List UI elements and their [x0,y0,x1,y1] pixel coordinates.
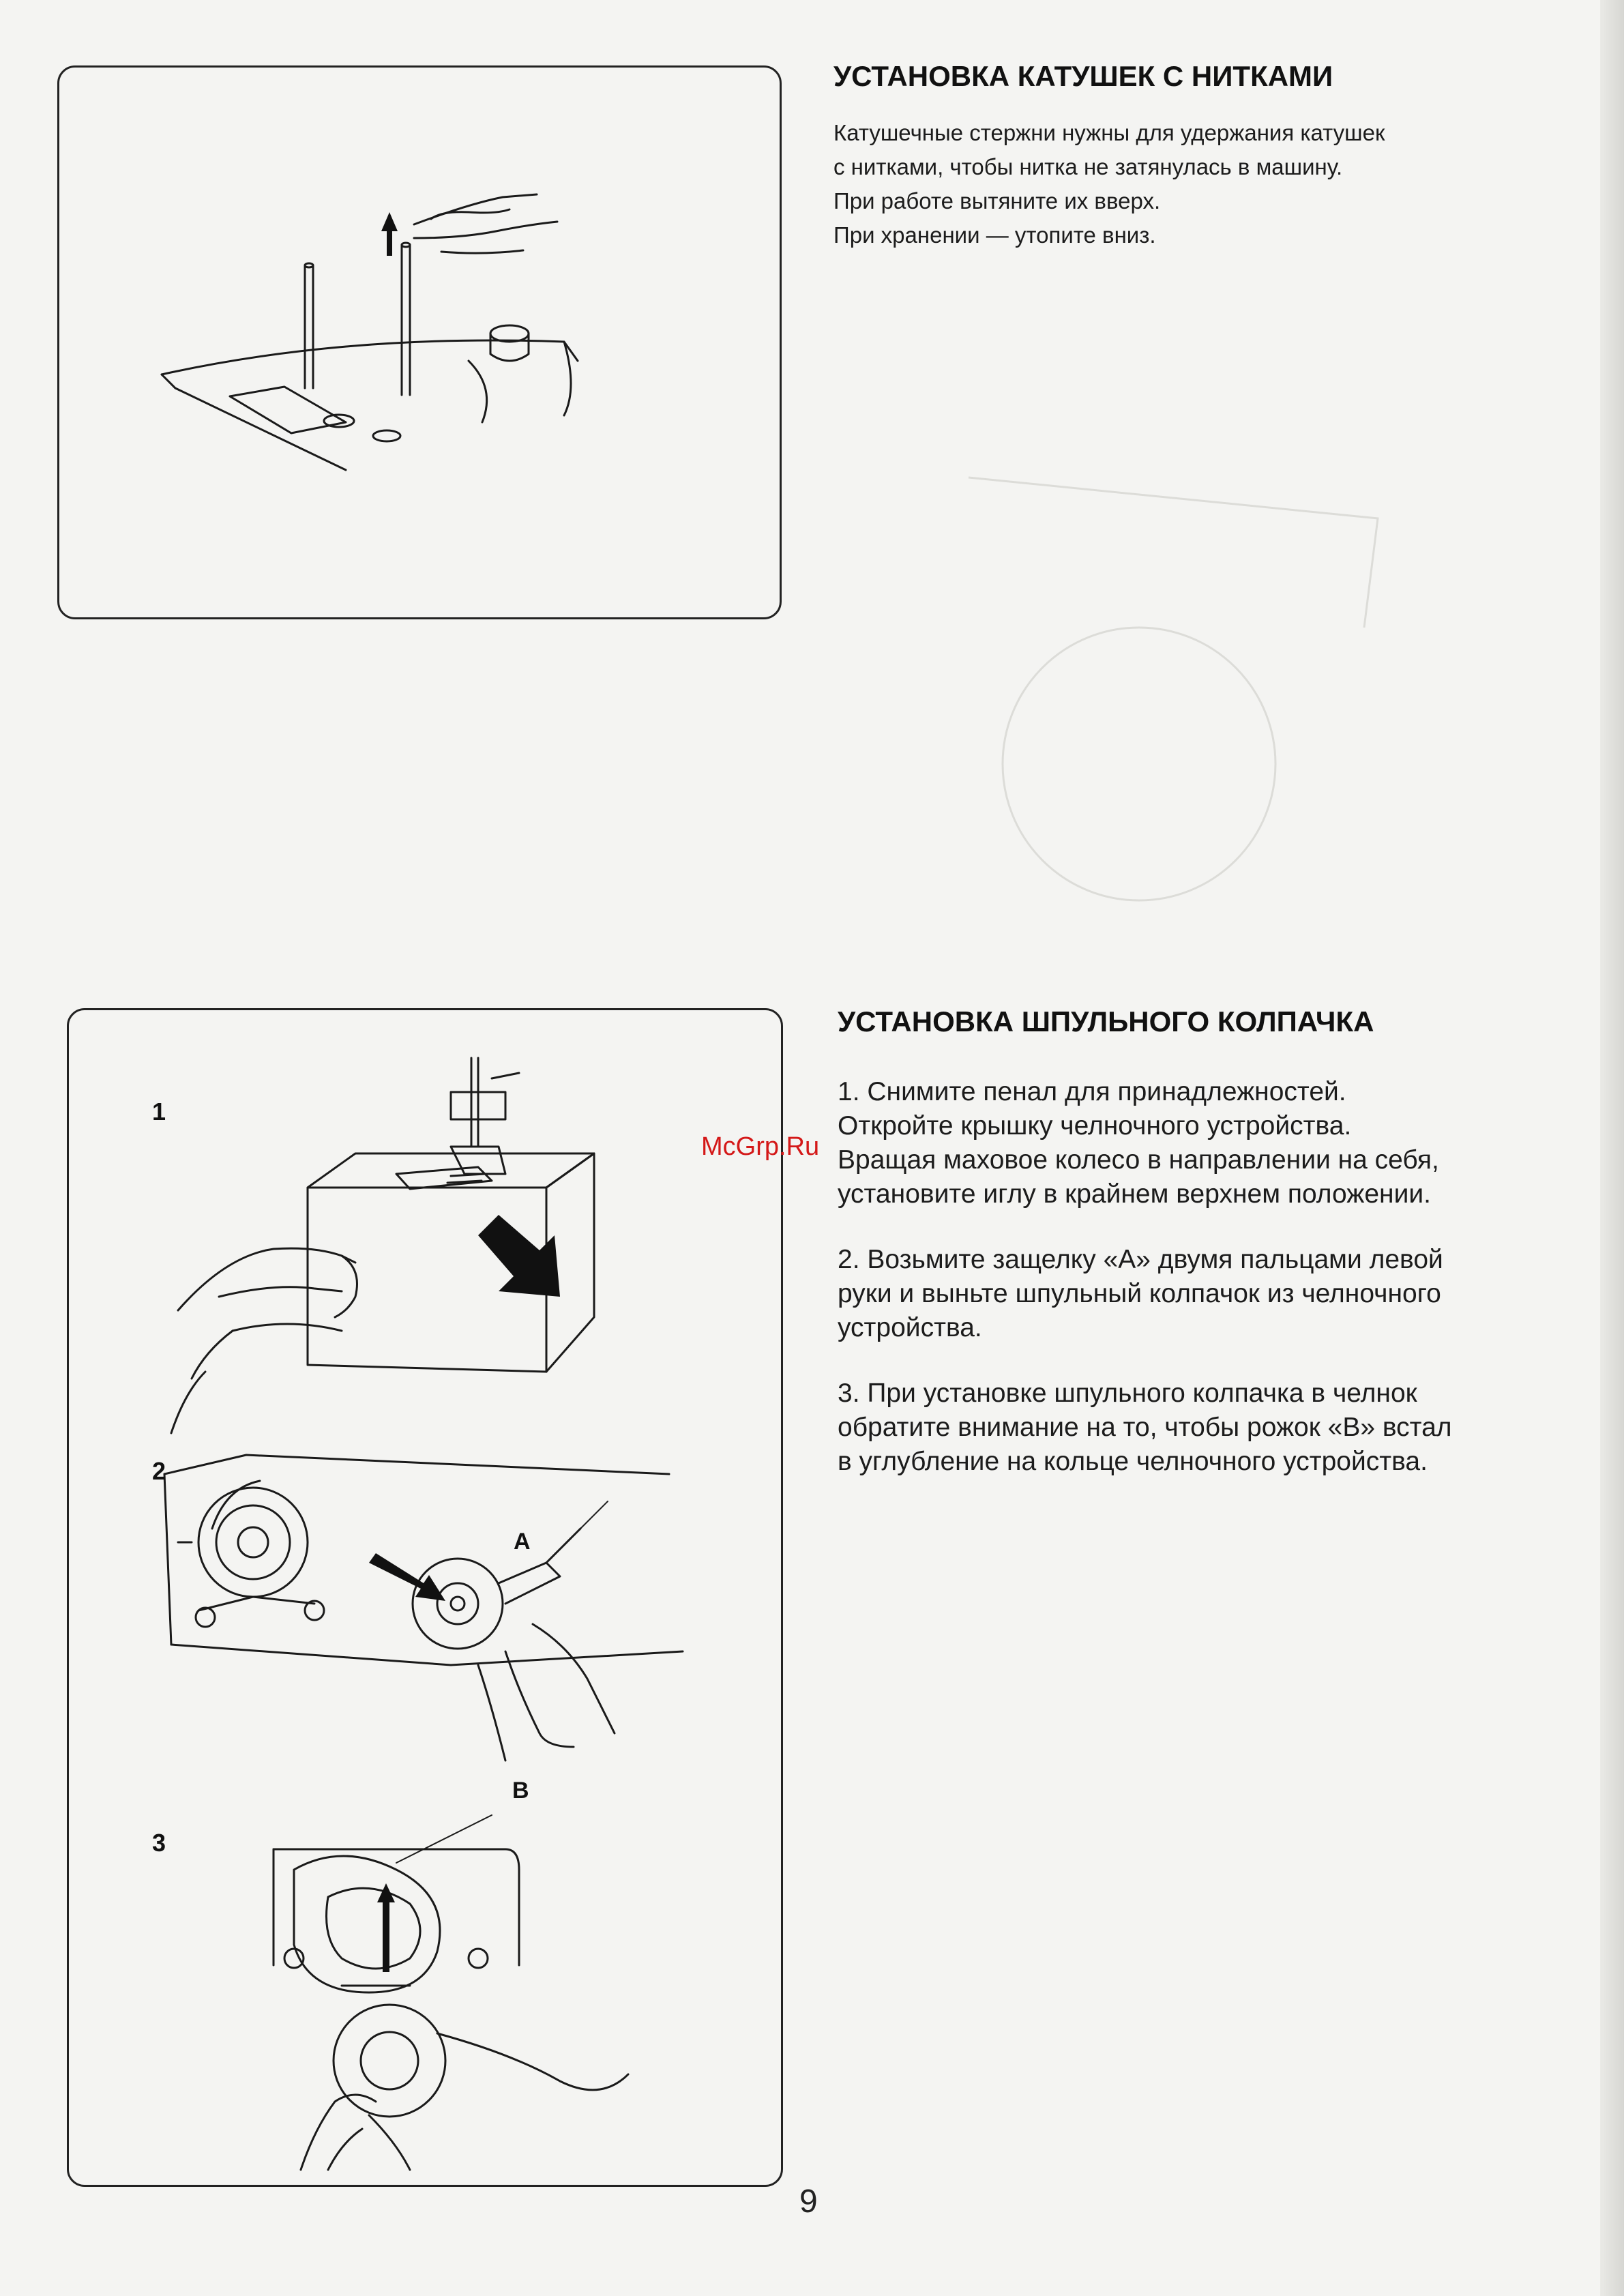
bleed-through-drawing [832,341,1446,955]
text-line: руки и выньте шпульный колпачок из челночного [838,1279,1441,1308]
callout-label-b: B [512,1778,529,1804]
bobbin-section-heading: УСТАНОВКА ШПУЛЬНОГО КОЛПАЧКА [838,1005,1374,1037]
text-line: установите иглу в крайнем верхнем положении. [838,1179,1431,1209]
text-line: При хранении — утопите вниз. [833,222,1156,248]
step-3-number: 3 [152,1829,166,1857]
watermark: McGrp.Ru [701,1132,820,1161]
step-1-number: 1 [152,1098,166,1125]
text-line: обратите внимание на то, чтобы рожок «В» встал [838,1413,1452,1442]
spool-section-text [833,116,1385,252]
text-line: с нитками, чтобы нитка не затянулась в машину. [833,154,1343,179]
text-line: Катушечные стержни нужны для удержания катушек [833,120,1385,145]
spool-pin-illustration-frame [57,65,782,619]
binding-gutter [1600,0,1624,2296]
step-2-number: 2 [152,1457,166,1485]
text-line: При работе вытяните их вверх. [833,188,1161,214]
page-number: 9 [799,2183,818,2220]
bobbin-step-1-text [838,1075,1439,1211]
text-line: 3. При установке шпульного колпачка в челнок [838,1379,1417,1408]
text-line: 1. Снимите пенал для принадлежностей. [838,1077,1346,1106]
text-line: Откройте крышку челночного устройства. [838,1111,1352,1140]
text-line: в углубление на кольце челночного устройства. [838,1447,1428,1476]
text-line: устройства. [838,1313,982,1342]
callout-label-a: A [514,1529,531,1555]
bobbin-case-illustration [69,1010,781,2185]
spool-section-heading: УСТАНОВКА КАТУШЕК С НИТКАМИ [833,60,1333,92]
bobbin-case-illustration-frame [67,1008,783,2187]
bleed-through-texture [832,341,1446,955]
bobbin-step-3-text [838,1377,1452,1479]
text-line: 2. Возьмите защелку «А» двумя пальцами левой [838,1245,1443,1274]
text-line: Вращая маховое колесо в направлении на себя, [838,1145,1439,1175]
spool-pin-illustration [59,68,780,617]
bobbin-step-2-text [838,1243,1443,1345]
